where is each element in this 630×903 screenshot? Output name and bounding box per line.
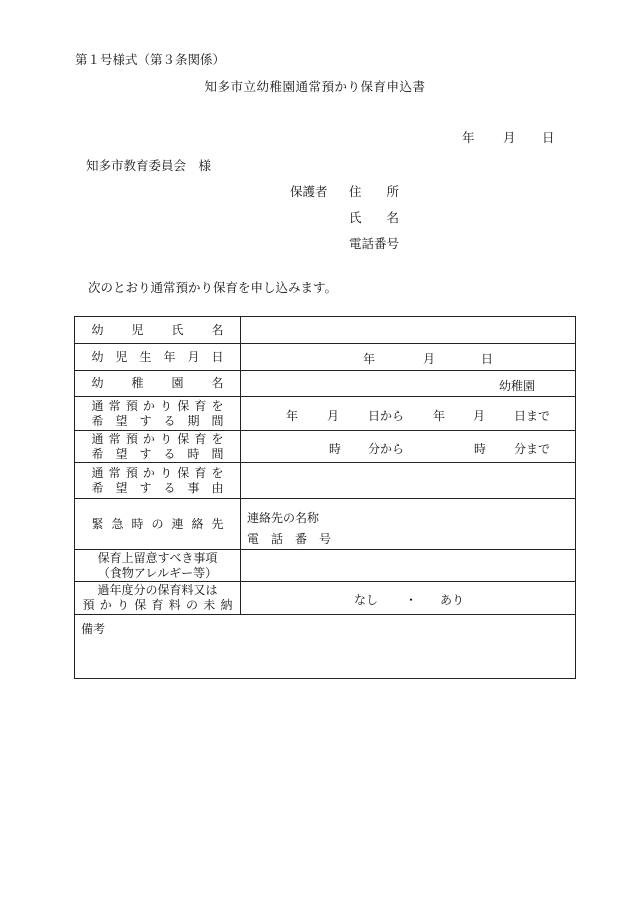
emergency-label: 緊急時の連絡先 xyxy=(75,499,241,550)
period-field[interactable] xyxy=(241,397,576,431)
emergency-phone-label: 電 話 番 号 xyxy=(247,532,332,546)
remarks-field[interactable] xyxy=(75,615,576,679)
care-notes-field[interactable] xyxy=(241,550,576,582)
period-day-to: 日まで xyxy=(514,409,551,423)
time-min-to: 分まで xyxy=(514,442,551,456)
form-number: 第１号様式（第３条関係） xyxy=(75,52,226,67)
period-year-to: 年 xyxy=(433,409,446,423)
unpaid-separator: ・ xyxy=(405,593,418,607)
time-min-from: 分から xyxy=(368,442,405,456)
time-label: 通常預かり保育を 希望する時間 xyxy=(75,431,241,463)
table-row xyxy=(75,317,576,344)
unpaid-none-option[interactable]: なし xyxy=(354,593,379,607)
period-month-to: 月 xyxy=(473,409,486,423)
time-hour-from: 時 xyxy=(329,442,342,456)
date-day-label: 日 xyxy=(542,130,555,145)
reason-label: 通常預かり保育を 希望する事由 xyxy=(75,463,241,499)
kindergarten-suffix: 幼稚園 xyxy=(499,379,536,393)
emergency-contact-name-label: 連絡先の名称 xyxy=(247,511,320,525)
birth-day-unit: 日 xyxy=(481,352,494,366)
period-month-from: 月 xyxy=(327,409,340,423)
birth-date-field[interactable] xyxy=(241,344,576,371)
table-row xyxy=(75,550,576,582)
intro-text: 次のとおり通常預かり保育を申し込みます。 xyxy=(88,280,338,295)
table-row xyxy=(75,582,576,615)
table-row xyxy=(75,397,576,431)
table-row xyxy=(75,615,576,679)
table-row xyxy=(75,344,576,371)
guardian-phone-label: 電話番号 xyxy=(349,236,400,251)
guardian-prefix: 保護者 xyxy=(290,184,328,199)
guardian-name-label: 氏 名 xyxy=(349,210,400,225)
remarks-label: 備考 xyxy=(81,622,106,636)
date-month-label: 月 xyxy=(503,130,516,145)
period-label: 通常預かり保育を 希望する期間 xyxy=(75,397,241,431)
unpaid-yes-option[interactable]: あり xyxy=(440,593,465,607)
unpaid-fees-field[interactable] xyxy=(241,582,576,615)
table-row xyxy=(75,431,576,463)
child-name-field[interactable] xyxy=(241,317,576,344)
care-notes-label: 保育上留意すべき事項 （食物アレルギー等） xyxy=(75,550,241,582)
document-title: 知多市立幼稚園通常預かり保育申込書 xyxy=(204,79,426,94)
birth-date-label: 幼児生年月日 xyxy=(75,344,241,371)
reason-field[interactable] xyxy=(241,463,576,499)
unpaid-fees-label: 過年度分の保育料又は 預かり保育料の未納 xyxy=(75,582,241,615)
date-year-label: 年 xyxy=(462,130,475,145)
kindergarten-label: 幼稚園名 xyxy=(75,371,241,397)
table-row xyxy=(75,499,576,550)
birth-month-unit: 月 xyxy=(423,352,436,366)
kindergarten-field[interactable] xyxy=(241,371,576,397)
addressee: 知多市教育委員会 様 xyxy=(86,158,212,173)
period-day-from: 日から xyxy=(368,409,405,423)
table-row xyxy=(75,371,576,397)
period-year-from: 年 xyxy=(286,409,299,423)
application-table xyxy=(74,316,576,679)
child-name-label: 幼児氏名 xyxy=(75,317,241,344)
time-hour-to: 時 xyxy=(474,442,487,456)
birth-year-unit: 年 xyxy=(363,352,376,366)
guardian-address-label: 住 所 xyxy=(349,184,400,199)
table-row xyxy=(75,463,576,499)
emergency-field[interactable] xyxy=(241,499,576,550)
time-field[interactable] xyxy=(241,431,576,463)
